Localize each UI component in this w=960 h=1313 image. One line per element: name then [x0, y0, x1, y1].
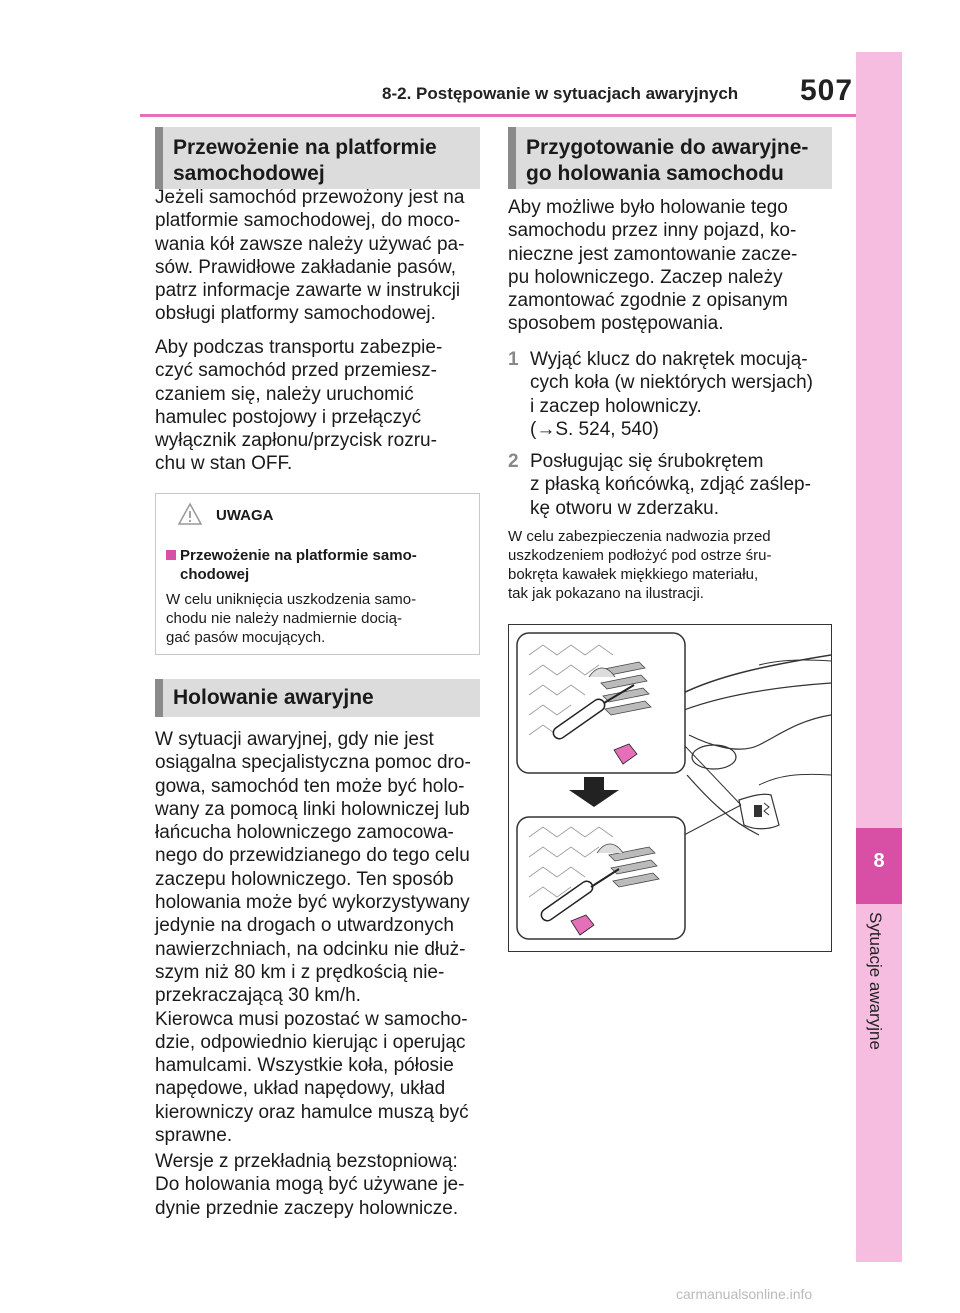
heading-line: Przewożenie na platformie	[173, 136, 437, 159]
text-line: zamontować zgodnie z opisanym	[508, 290, 788, 312]
text-line: nawierzchniach, na odcinku nie dłuż-	[155, 938, 466, 960]
heading-line: Przygotowanie do awaryjne-	[526, 136, 809, 159]
heading-towing-preparation	[508, 127, 832, 189]
text-line: zaczepu holowniczego. Ten sposób	[155, 868, 454, 890]
text-line	[508, 348, 813, 371]
text-line: platformie samochodowej, do moco-	[155, 210, 461, 232]
text-line: sów. Prawidłowe zakładanie pasów,	[155, 256, 457, 278]
warning-subtitle-line	[166, 546, 417, 565]
text-line: bokręta kawałek miękkiego materiału,	[508, 566, 759, 583]
towing-cover-illustration	[508, 624, 832, 952]
step-number: 1	[508, 349, 519, 370]
text-line: łańcucha holowniczego zamocowa-	[155, 822, 454, 844]
chapter-label: Sytuacje awaryjne	[866, 912, 885, 1050]
chapter-side-tab	[856, 52, 902, 1262]
text-line: napędowe, układ napędowy, układ	[155, 1078, 446, 1100]
text-line: samochodu przez inny pojazd, ko-	[508, 220, 797, 242]
warning-triangle-icon	[177, 502, 203, 526]
text-line: czaniem się, należy uruchomić	[155, 383, 414, 405]
step-1	[508, 348, 813, 441]
text-line: i zaczep holowniczy.	[530, 395, 702, 417]
text-line: Kierowca musi pozostać w samocho-	[155, 1008, 468, 1030]
text-line: obsługi platformy samochodowej.	[155, 303, 436, 325]
text-line: gać pasów mocujących.	[166, 629, 326, 646]
warning-subtitle	[166, 546, 417, 584]
preparation-intro	[508, 196, 797, 336]
step-number: 2	[508, 451, 519, 472]
towing-para-2	[155, 1150, 464, 1220]
chapter-number: 8	[873, 850, 885, 872]
text-line: sposobem postępowania.	[508, 313, 724, 335]
heading-line: go holowania samochodu	[526, 162, 784, 185]
text-line: tak jak pokazano na ilustracji.	[508, 585, 704, 602]
text-line: czyć samochód przed przemiesz-	[155, 360, 437, 382]
text-line: W celu uniknięcia uszkodzenia samo-	[166, 591, 417, 608]
text-line: Do holowania mogą być używane je-	[155, 1174, 465, 1196]
text-line: z płaską końcówką, zdjąć zaślep-	[530, 474, 811, 496]
bumper-illustration-svg	[509, 625, 831, 951]
text-line: hamulec postojowy i przełączyć	[155, 406, 422, 428]
text-line: wyłącznik zapłonu/przycisk rozru-	[155, 430, 437, 452]
platform-para-2	[155, 336, 442, 476]
warning-title: UWAGA	[216, 507, 274, 524]
text-line: W sytuacji awaryjnej, gdy nie jest	[155, 729, 434, 750]
warning-subtitle-line: chodowej	[180, 566, 250, 583]
text-line: Aby możliwe było holowanie tego	[508, 197, 788, 218]
text-line: holowania może być wykorzystywany	[155, 892, 470, 914]
text-line: dynie przednie zaczepy holownicze.	[155, 1197, 459, 1219]
text-line: chodu nie należy nadmiernie docią-	[166, 610, 402, 627]
text-line: hamulcami. Wszystkie koła, półosie	[155, 1055, 454, 1077]
text-line: osiągalna specjalistyczna pomoc dro-	[155, 752, 471, 774]
text-line: szym niż 80 km i z prędkością nie-	[155, 961, 445, 983]
square-bullet-icon	[166, 550, 176, 560]
text-line: nieczne jest zamontowanie zacze-	[508, 243, 798, 265]
text-line: kę otworu w zderzaku.	[530, 497, 720, 519]
heading-line: samochodowej	[173, 162, 325, 185]
step-text: Wyjąć klucz do nakrętek mocują-	[530, 349, 808, 370]
header-divider	[140, 114, 856, 117]
text-line: gowa, samochód ten może być holo-	[155, 775, 465, 797]
text-line	[508, 450, 811, 473]
text-line: wania kół zawsze należy używać pa-	[155, 233, 465, 255]
step-text: Posługując się śrubokrętem	[530, 451, 764, 472]
text-line: uszkodzeniem podłożyć pod ostrze śru-	[508, 547, 772, 564]
text-line: Aby podczas transportu zabezpie-	[155, 337, 443, 358]
text-line: chu w stan OFF.	[155, 453, 293, 475]
text-line: kierowniczy oraz hamulce muszą być	[155, 1101, 469, 1123]
step-2	[508, 450, 811, 520]
text-line: W celu zabezpieczenia nadwozia przed	[508, 528, 771, 545]
text-line: (→S. 524, 540)	[530, 418, 659, 440]
page-number: 507	[800, 74, 854, 107]
text-line: patrz informacje zawarte w instrukcji	[155, 280, 461, 302]
towing-para-1	[155, 728, 471, 1147]
platform-para-1	[155, 186, 464, 326]
text-line: cych koła (w niektórych wersjach)	[530, 372, 813, 394]
warning-subtitle-text: Przewożenie na platformie samo-	[180, 547, 417, 564]
text-line: sprawne.	[155, 1125, 233, 1147]
text-line: jedynie na drogach o utwardzonych	[155, 915, 454, 937]
warning-text	[166, 590, 416, 647]
section-title: 8-2. Postępowanie w sytuacjach awaryjnych	[382, 84, 739, 103]
heading-line: Holowanie awaryjne	[173, 686, 374, 709]
text-line: przekraczającą 30 km/h.	[155, 985, 361, 1007]
text-line: wany za pomocą linki holowniczej lub	[155, 798, 470, 820]
text-line: Jeżeli samochód przewożony jest na	[155, 187, 465, 208]
text-line: nego do przewidzianego do tego celu	[155, 845, 470, 867]
watermark: carmanualsonline.info	[676, 1286, 813, 1302]
protection-note	[508, 527, 771, 603]
text-line: pu holowniczego. Zaczep należy	[508, 266, 783, 288]
heading-emergency-towing	[155, 679, 480, 717]
text-line: Wersje z przekładnią bezstopniową:	[155, 1151, 458, 1172]
text-line: dzie, odpowiednio kierując i operując	[155, 1031, 466, 1053]
heading-platform-transport	[155, 127, 480, 189]
